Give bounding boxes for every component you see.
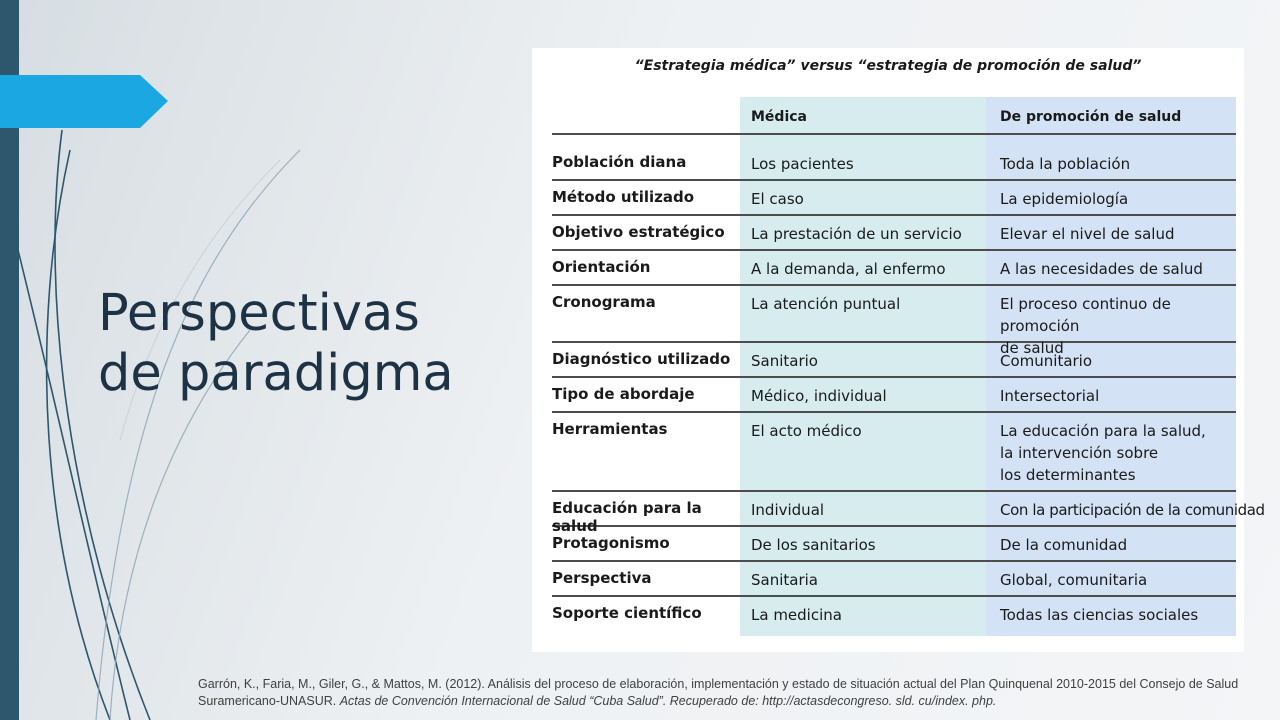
cell-promocion-line: la intervención sobre (1000, 444, 1159, 462)
row-label: Orientación (552, 258, 651, 276)
table-row (552, 413, 1236, 492)
cell-promocion: De la comunidad (1000, 536, 1128, 554)
citation (198, 676, 1268, 710)
table-row (552, 597, 1236, 632)
table-row (552, 286, 1236, 357)
citation-italic: Actas de Convención Internacional de Salud “Cuba Salud”. Recuperado de: http://actasdecongreso. sld. cu/index. php. (339, 694, 997, 708)
row-label: Herramientas (552, 420, 668, 438)
cell-medica: Médico, individual (751, 387, 887, 405)
cell-promocion: Todas las ciencias sociales (1000, 606, 1199, 624)
row-label: Perspectiva (552, 569, 652, 587)
comparison-table (532, 48, 1265, 652)
cell-promocion: Comunitario (1000, 352, 1093, 370)
cell-medica: Sanitario (751, 352, 818, 370)
row-label: Soporte científico (552, 604, 702, 622)
cell-promocion: Intersectorial (1000, 387, 1100, 405)
table-row (552, 527, 1236, 562)
cell-medica: La medicina (751, 606, 842, 624)
cell-promocion-line: de salud (1000, 339, 1064, 357)
cell-medica: El acto médico (751, 422, 862, 440)
cell-promocion: Global, comunitaria (1000, 571, 1148, 589)
cell-medica: El caso (751, 190, 804, 208)
row-label: Objetivo estratégico (552, 223, 725, 241)
citation-plain: Garrón, K., Faria, M., Giler, G., & Mattos, M. (2012). Análisis del proceso de elaboración, implementación y estado de situación actual del Plan Quinquenal 2010-2015 del Consejo de Salud Suramericano-UNASUR. (198, 677, 1239, 708)
row-label: Cronograma (552, 293, 656, 311)
cell-promocion: Toda la población (1000, 155, 1131, 173)
table-row (552, 181, 1236, 216)
table-row (552, 343, 1236, 378)
cell-promocion-line: los determinantes (1000, 466, 1136, 484)
cell-promocion: Elevar el nivel de salud (1000, 225, 1175, 243)
cell-medica: La atención puntual (751, 295, 901, 313)
row-label: Método utilizado (552, 188, 695, 206)
cell-medica: Los pacientes (751, 155, 854, 173)
slide-title-line-1: Perspectivas (98, 284, 420, 343)
cell-medica: Individual (751, 501, 825, 519)
cell-medica: A la demanda, al enfermo (751, 260, 946, 278)
row-label: Población diana (552, 153, 687, 171)
row-label: Tipo de abordaje (552, 385, 695, 403)
cell-promocion: Con la participación de la comunidad (1000, 501, 1265, 519)
cell-medica: Sanitaria (751, 571, 818, 589)
row-label: Educación para la salud (552, 499, 702, 535)
table-row (552, 492, 1265, 535)
cell-medica: La prestación de un servicio (751, 225, 962, 243)
table-row (552, 216, 1236, 251)
table-row (552, 146, 1236, 181)
cell-promocion: La epidemiología (1000, 190, 1129, 208)
table-row (552, 562, 1236, 597)
table-row (552, 251, 1236, 286)
slide-title-line-2: de paradigma (98, 344, 454, 403)
table-header-row (552, 97, 1236, 135)
table-caption: “Estrategia médica” versus “estrategia de promoción de salud” (634, 58, 1142, 74)
header-cell-medica: Médica (751, 109, 807, 125)
cell-medica: De los sanitarios (751, 536, 876, 554)
row-label: Protagonismo (552, 534, 670, 552)
cell-promocion-line: El proceso continuo de promoción (1000, 295, 1171, 335)
cell-promocion: A las necesidades de salud (1000, 260, 1203, 278)
cell-promocion-line: La educación para la salud, (1000, 422, 1206, 440)
row-label: Diagnóstico utilizado (552, 350, 731, 368)
header-cell-promocion: De promoción de salud (1000, 109, 1182, 125)
cell-promocion (1000, 420, 1240, 486)
slide-title (98, 284, 498, 404)
table-row (552, 378, 1236, 413)
